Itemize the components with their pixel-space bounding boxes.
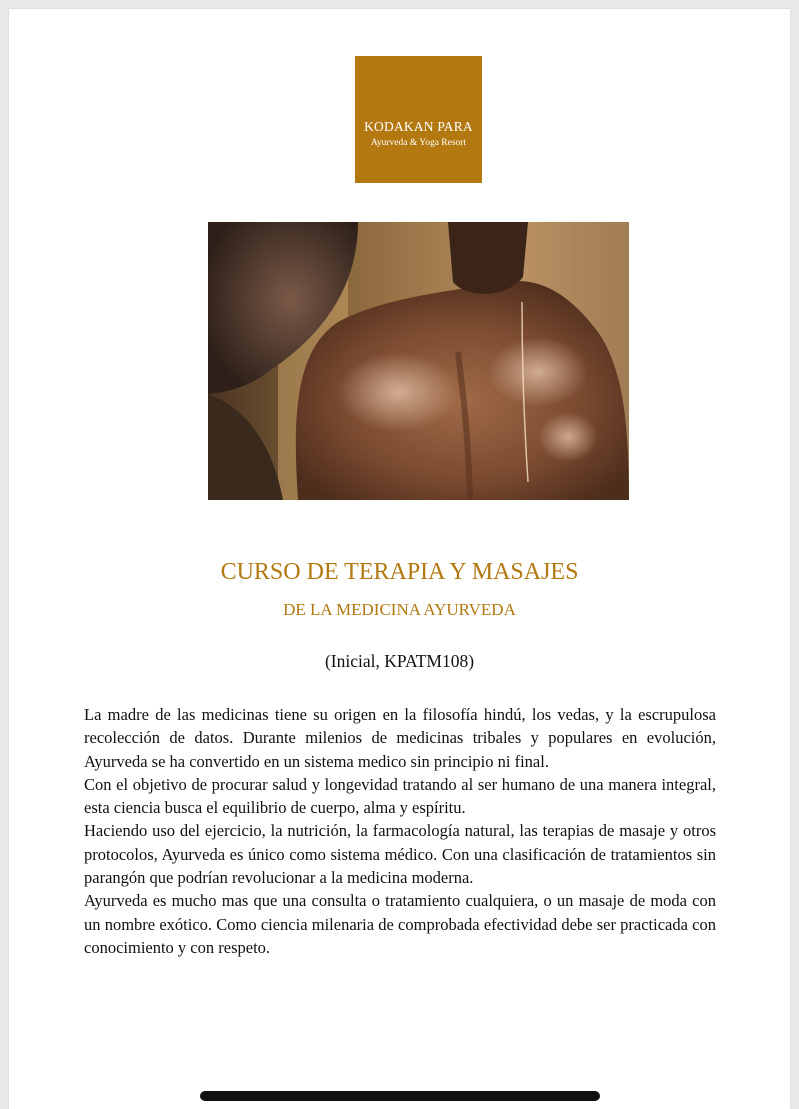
course-code: (Inicial, KPATM108) <box>324 651 475 671</box>
logo-tagline: Ayurveda & Yoga Resort <box>370 138 467 148</box>
home-indicator[interactable] <box>200 1091 600 1101</box>
paragraph-methods: Haciendo uso del ejercicio, la nutrición, la farmacología natural, las terapias de masaje y otros protocolos, Ayurveda es único como sistema médico. Con una clasificación de tratamientos sin parangón que podrían revolucionar a la medicina moderna. <box>84 821 716 888</box>
document-page <box>9 9 790 1109</box>
course-title: CURSO DE TERAPIA Y MASAJES <box>220 559 579 585</box>
logo-name: KODAKAN PARA <box>364 119 473 134</box>
paragraph-objective: Con el objetivo de procurar salud y longevidad tratando al ser humano de una manera integral, esta ciencia busca el equilibrio de cuerpo, alma y espíritu. <box>84 774 716 818</box>
paragraph-origin: La madre de las medicinas tiene su origen en la filosofía hindú, los vedas, y la escrupulosa recolección de datos. Durante milenios de medicinas tribales y populares en evolución, Ayurveda se ha convertido en un sistema medico sin principio ni final. <box>84 705 716 771</box>
resort-logo <box>355 56 482 183</box>
paragraph-respect: Ayurveda es mucho mas que una consulta o tratamiento cualquiera, o un masaje de moda con un nombre exótico. Como ciencia milenaria de comprobada efectividad debe ser practicada con conocimiento y con respeto. <box>84 891 716 957</box>
massage-photo <box>208 222 629 500</box>
course-subtitle: DE LA MEDICINA AYURVEDA <box>283 600 516 619</box>
course-description <box>84 703 716 959</box>
